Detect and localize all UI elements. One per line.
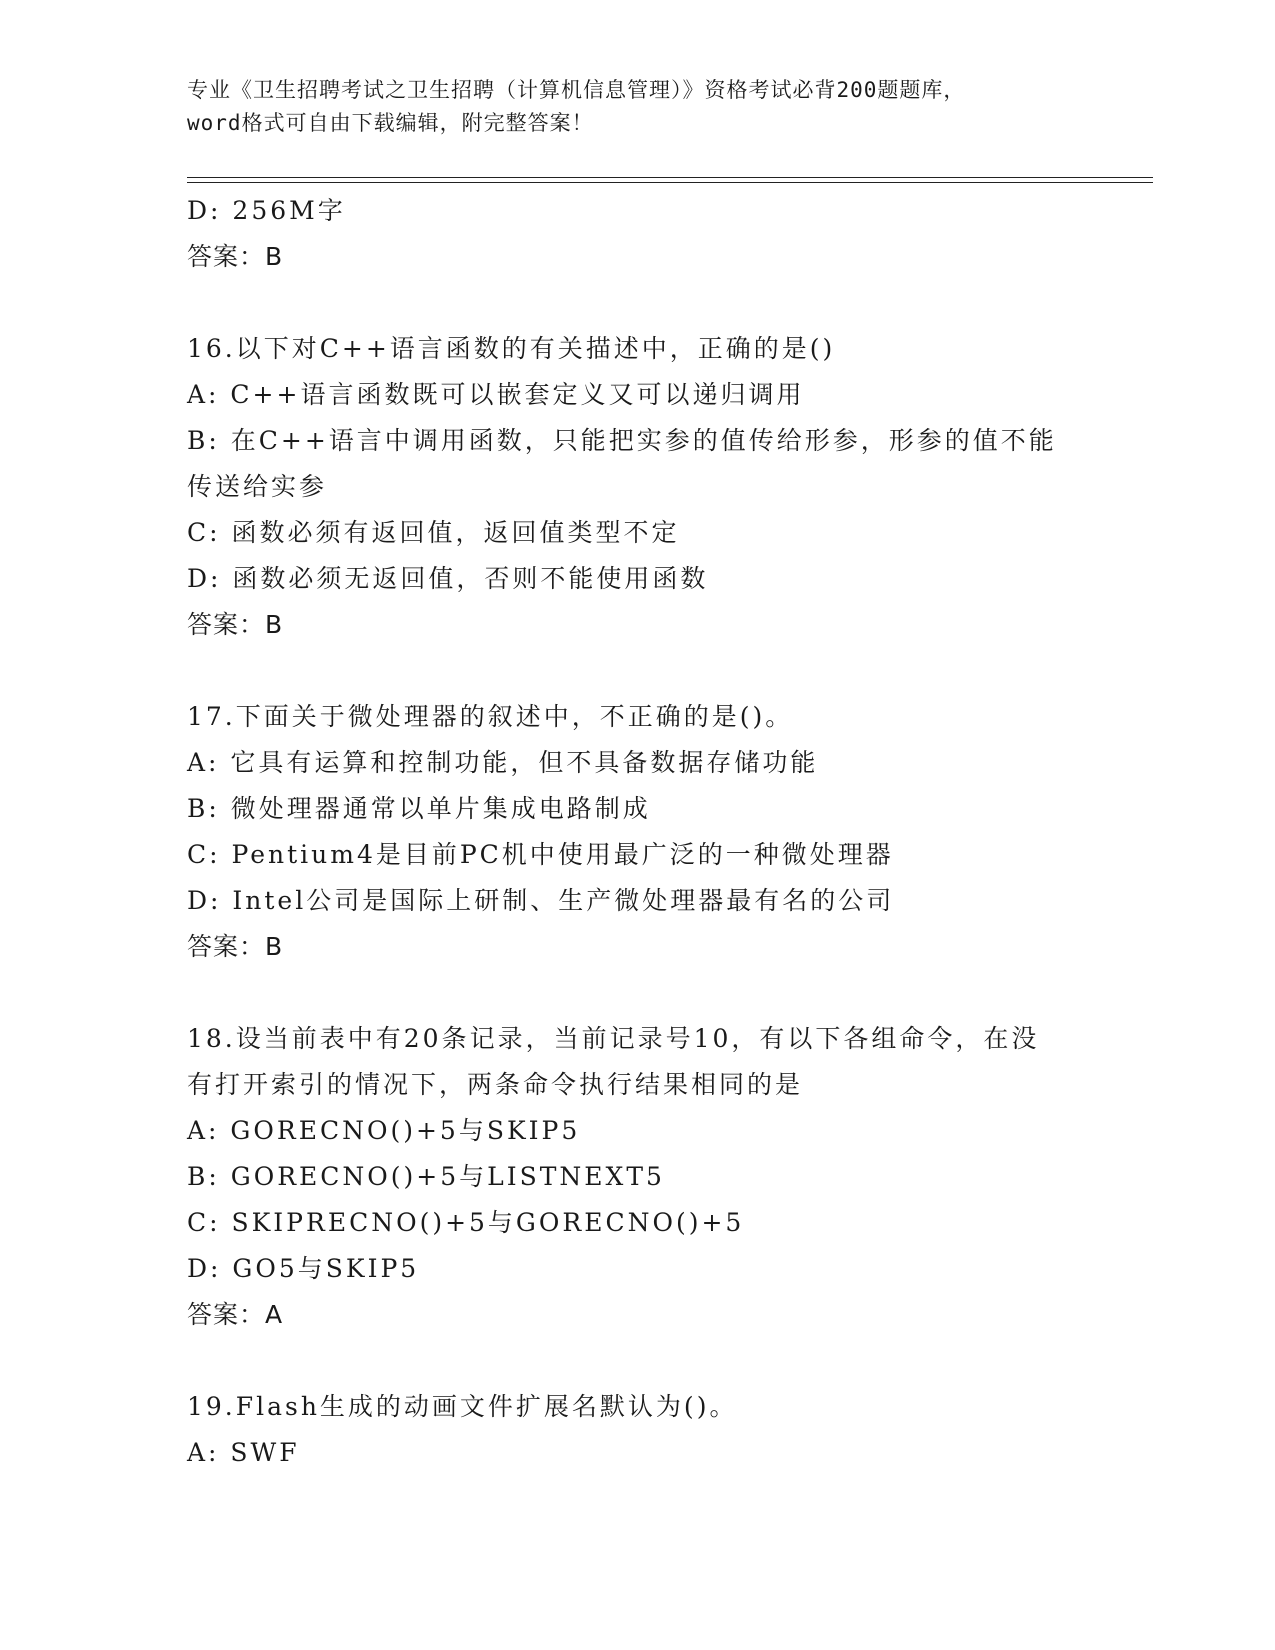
header-line-2: word格式可自由下载编辑，附完整答案！ (187, 111, 594, 135)
answer: 答案：B (187, 610, 284, 639)
option-c: C: 函数必须有返回值，返回值类型不定 (187, 518, 680, 547)
answer: 答案：B (187, 242, 284, 271)
question-stem: 19.Flash生成的动画文件扩展名默认为()。 (187, 1392, 738, 1421)
spacer (187, 1338, 1087, 1384)
answer: 答案：B (187, 932, 284, 961)
question-16 (187, 326, 1087, 648)
question-stem: 17.下面关于微处理器的叙述中，不正确的是()。 (187, 702, 794, 731)
option-d: D: 256M字 (187, 196, 346, 225)
question-stem: 18.设当前表中有20条记录，当前记录号10，有以下各组命令，在没 (187, 1024, 1040, 1053)
option-c: C: SKIPRECNO()+5与GORECNO()+5 (187, 1208, 745, 1237)
option-d: D: 函数必须无返回值，否则不能使用函数 (187, 564, 709, 593)
answer: 答案：A (187, 1300, 284, 1329)
question-15-tail (187, 188, 1087, 280)
option-b-continued: 传送给实参 (187, 472, 328, 501)
option-b: B: 在C++语言中调用函数，只能把实参的值传给形参，形参的值不能 (187, 426, 1057, 455)
question-18 (187, 1016, 1087, 1338)
option-a: A: SWF (187, 1438, 300, 1467)
question-17 (187, 694, 1087, 970)
spacer (187, 970, 1087, 1016)
question-stem-continued: 有打开索引的情况下，两条命令执行结果相同的是 (187, 1070, 804, 1099)
option-a: A: GORECNO()+5与SKIP5 (187, 1116, 581, 1145)
question-stem: 16.以下对C++语言函数的有关描述中，正确的是() (187, 334, 836, 363)
option-d: D: GO5与SKIP5 (187, 1254, 420, 1283)
header-rule-top (187, 177, 1153, 178)
option-a: A: 它具有运算和控制功能，但不具备数据存储功能 (187, 748, 819, 777)
option-a: A: C++语言函数既可以嵌套定义又可以递归调用 (187, 380, 805, 409)
option-b: B: GORECNO()+5与LISTNEXT5 (187, 1162, 665, 1191)
question-list (187, 188, 1087, 1476)
header-rule-bottom (187, 182, 1153, 183)
option-c: C: Pentium4是目前PC机中使用最广泛的一种微处理器 (187, 840, 894, 869)
option-d: D: Intel公司是国际上研制、生产微处理器最有名的公司 (187, 886, 895, 915)
document-header (187, 74, 1087, 140)
option-b: B: 微处理器通常以单片集成电路制成 (187, 794, 651, 823)
header-line-1: 专业《卫生招聘考试之卫生招聘（计算机信息管理）》资格考试必背200题题库， (187, 78, 966, 102)
question-19 (187, 1384, 1087, 1476)
spacer (187, 280, 1087, 326)
spacer (187, 648, 1087, 694)
